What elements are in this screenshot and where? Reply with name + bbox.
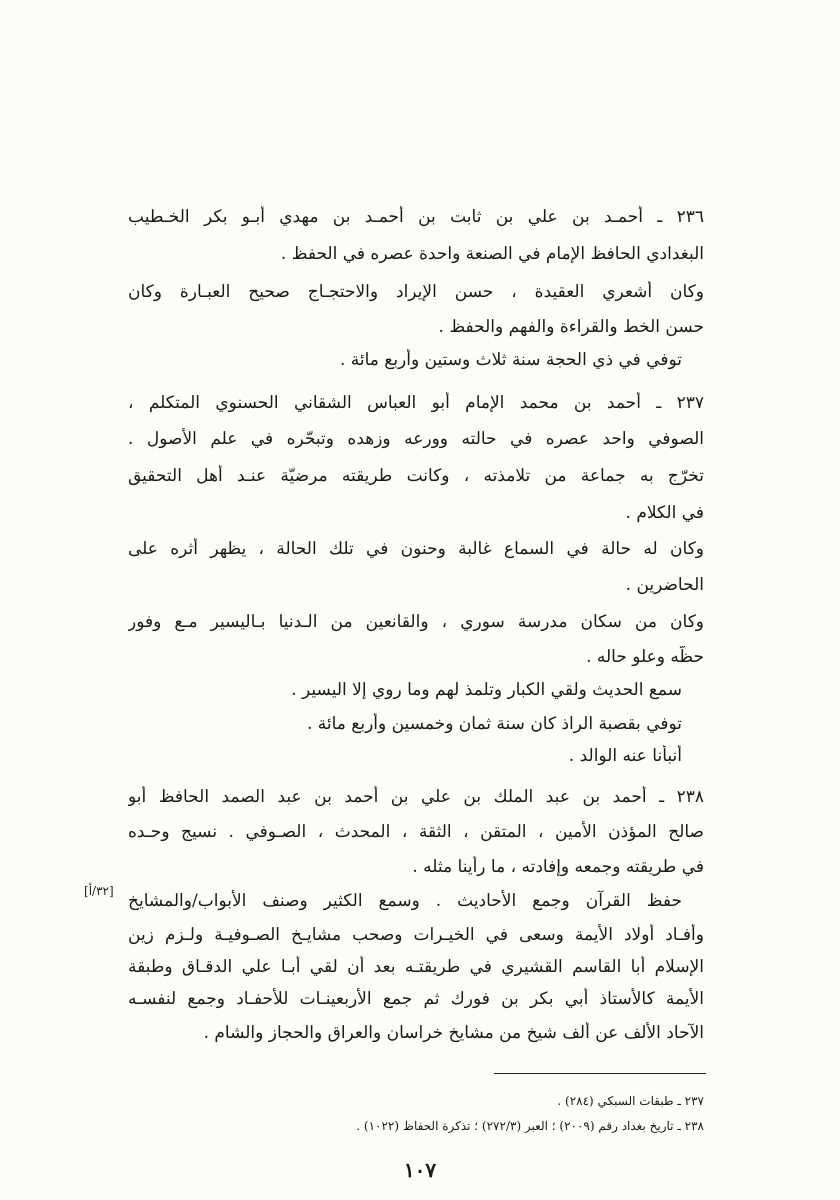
footnote-238: ٢٣٨ ـ تاريخ بغداد رقم (٢٠٠٩) ؛ العبر (٢٧٢/٣) ؛ تذكرة الحفاظ (١٠٢٢) . xyxy=(356,1119,704,1133)
text-line: أنبأنا عنه الوالد . xyxy=(568,746,682,766)
text-line: حسن الخط والقراءة والفهم والحفظ . xyxy=(438,317,704,337)
text-line: الحاضرين . xyxy=(625,575,704,595)
text-line: وكان من سكان مدرسة سوري ، والقانعين من الـدنيا بـاليسير مـع وفور xyxy=(128,612,704,632)
text-line: البغدادي الحافظ الإمام في الصنعة واحدة عصره في الحفظ . xyxy=(280,244,704,264)
text-line: وأفـاد أولاد الأيمة وسعى في الخيـرات وصحب مشايـخ الصـوفيـة ولـزم زين xyxy=(128,925,704,945)
text-line: حفظ القرآن وجمع الأحاديث . وسمع الكثير وصنف الأبواب/والمشايخ xyxy=(128,891,682,911)
text-line: وكان له حالة في السماع غالبة وحنون في تلك الحالة ، يظهر أثره على xyxy=(128,539,704,559)
text-line: صالح المؤذن الأمين ، المتقن ، الثقة ، المحدث ، الصـوفي . نسيج وحـده xyxy=(128,822,704,842)
text-line: ٢٣٦ ـ أحمـد بن علي بن ثابت بن أحمـد بن مهدي أبـو بكر الخـطيب xyxy=(128,207,704,227)
text-line: توفي بقصبة الراذ كان سنة ثمان وخمسين وأربع مائة . xyxy=(306,714,682,734)
text-line: سمع الحديث ولقي الكبار وتلمذ لهم وما روي إلا اليسير . xyxy=(291,680,682,700)
footnote-separator xyxy=(494,1073,706,1074)
text-line: وكان أشعري العقيدة ، حسن الإيراد والاحتجـاج صحيح العبـارة وكان xyxy=(128,282,704,302)
page-number: ١٠٧ xyxy=(403,1158,437,1182)
text-line: الإسلام أبا القاسم القشيري في طريقتـه بعد أن لقي أبـا علي الدقـاق وطبقة xyxy=(128,957,704,977)
text-line: تخرّج به جماعة من تلامذته ، وكانت طريقته مرضيّة عنـد أهل التحقيق xyxy=(128,466,704,486)
text-line: حظّه وعلو حاله . xyxy=(586,647,704,667)
text-line: ٢٣٨ ـ أحمد بن عبد الملك بن علي بن أحمد بن عبد الصمد الحافظ أبو xyxy=(128,787,704,807)
text-line: الأيمة كالأستاذ أبي بكر بن فورك ثم جمع الأربعينـات للأحفـاد وجمع لنفسـه xyxy=(128,989,704,1009)
footnote-237: ٢٣٧ ـ طبقات السبكي (٢٨٤) . xyxy=(557,1094,704,1108)
text-line: ٢٣٧ ـ أحمد بن محمد الإمام أبو العباس الشقاني الحسنوي المتكلم ، xyxy=(128,393,704,413)
text-line: الصوفي واحد عصره في حالته وورعه وزهده وتبحّره في علم الأصول . xyxy=(128,429,704,449)
text-line: الآحاد الألف عن ألف شيخ من مشايخ خراسان والعراق والحجاز والشام . xyxy=(203,1023,704,1043)
text-line: في الكلام . xyxy=(625,503,704,523)
text-line: في طريقته وجمعه وإفادته ، ما رأينا مثله . xyxy=(412,857,704,877)
manuscript-folio-marker: [٣٢/أ] xyxy=(84,884,114,898)
text-line: توفي في ذي الحجة سنة ثلاث وستين وأربع مائة . xyxy=(339,350,682,370)
